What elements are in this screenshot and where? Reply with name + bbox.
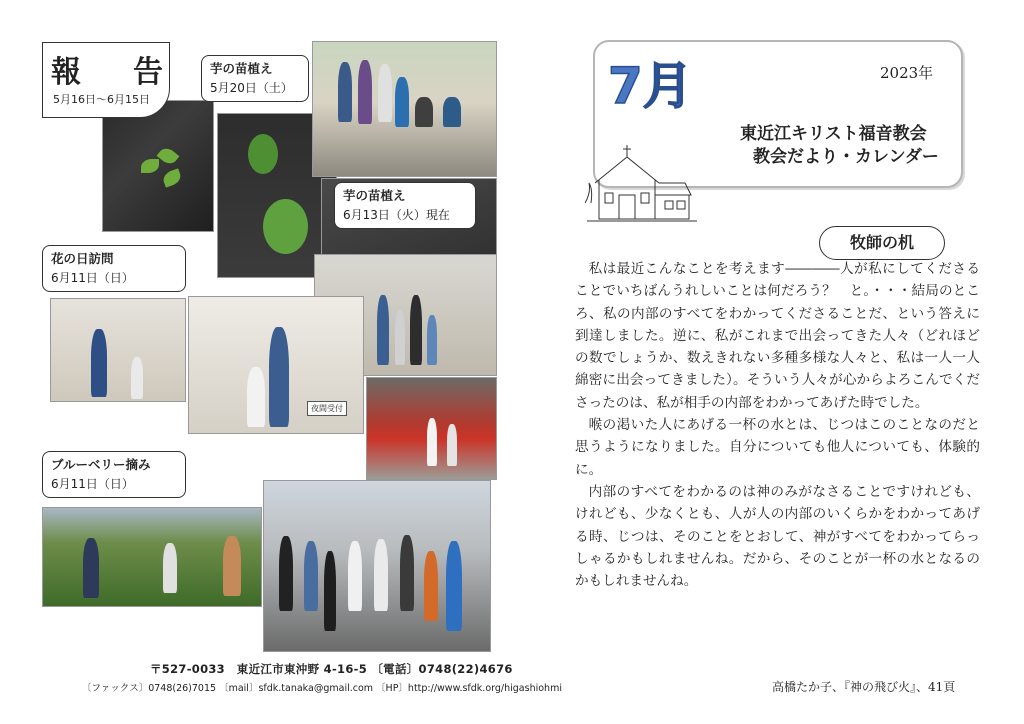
caption-title: 芋の苗植え: [210, 61, 273, 76]
report-tag: [42, 42, 170, 118]
month-title: 7月: [608, 57, 693, 115]
photo-potato-sprout: [102, 100, 214, 232]
caption-date: 6月11日（日）: [51, 270, 134, 285]
report-period: 5月16日～6月15日: [53, 93, 150, 106]
caption-title: ブルーベリー摘み: [51, 457, 151, 472]
report-title-char-2: 告: [133, 55, 163, 90]
caption-date: 6月11日（日）: [51, 476, 134, 491]
night-desk-sign: 夜間受付: [307, 401, 347, 416]
essay-citation: 高橋たか子、『神の飛び火』、41頁: [772, 680, 956, 694]
year-label: 2023年: [880, 64, 934, 82]
caption-date: 6月13日（火）現在: [343, 207, 450, 222]
caption-blueberry-picking: [42, 451, 186, 498]
photo-blueberry-picking: [42, 507, 262, 607]
report-title: [51, 47, 163, 91]
caption-potato-planting-1: [201, 55, 309, 102]
essay-paragraph: 喉の渇いた人にあげる一杯の水とは、じつはこのことなのだと思うようになりました。自分についても他人についても、体験的に。: [575, 417, 980, 478]
photo-office-visit-1: [50, 298, 186, 402]
caption-flower-day-visit: [42, 245, 186, 292]
pastor-desk-badge: 牧師の机: [819, 226, 945, 260]
photo-blueberry-group: [263, 480, 491, 652]
caption-title: 花の日訪問: [51, 251, 114, 266]
footer-contacts: 〔ファックス〕0748(26)7015 〔mail〕sfdk.tanaka@gmail.com 〔HP〕http://www.sfdk.org/higashiohmi: [82, 683, 562, 694]
essay-paragraph: 内部のすべてをわかるのは神のみがなさることですけれども、けれども、少なくとも、人が人の内部のいくらかをわかってあげる時、じつは、そのことをとおして、神がすべてをわかってらっしゃるかもしれませんね。だから、そのことが一杯の水となるのかもしれませんね。: [575, 483, 980, 590]
report-title-char-1: 報: [51, 55, 81, 90]
photo-office-visit-2: [188, 296, 364, 434]
church-sketch-icon: [585, 143, 700, 223]
photo-potato-group: [312, 41, 497, 177]
caption-potato-planting-2: [334, 182, 476, 229]
photo-fire-trucks: [366, 377, 497, 480]
footer-address: 〒527-0033 東近江市東沖野 4-16-5 〔電話〕0748(22)4676: [150, 662, 513, 676]
caption-title: 芋の苗植え: [343, 188, 406, 203]
caption-date: 5月20日（土）: [210, 80, 293, 95]
essay-paragraph: 私は最近こんなことを考えます――――人が私にしてくださることでいちばんうれしいことは何だろう？ と。・・・結局のところ、私の内部のすべてをわかってくださることだ、という答えに到達しました。逆に、私がこれまで出会ってきた人々（どれほどの数でしょうか、数えきれない多種多様な人々と、私は一人一人綿密に出会ってきました）。そういう人々が心からよろこんでくださったのは、私が相手の内部をわかってあげた時でした。: [575, 261, 980, 411]
pastor-essay: [575, 258, 980, 592]
church-name: 東近江キリスト福音教会: [740, 124, 927, 144]
newsletter-subtitle: 教会だより・カレンダー: [753, 147, 939, 167]
